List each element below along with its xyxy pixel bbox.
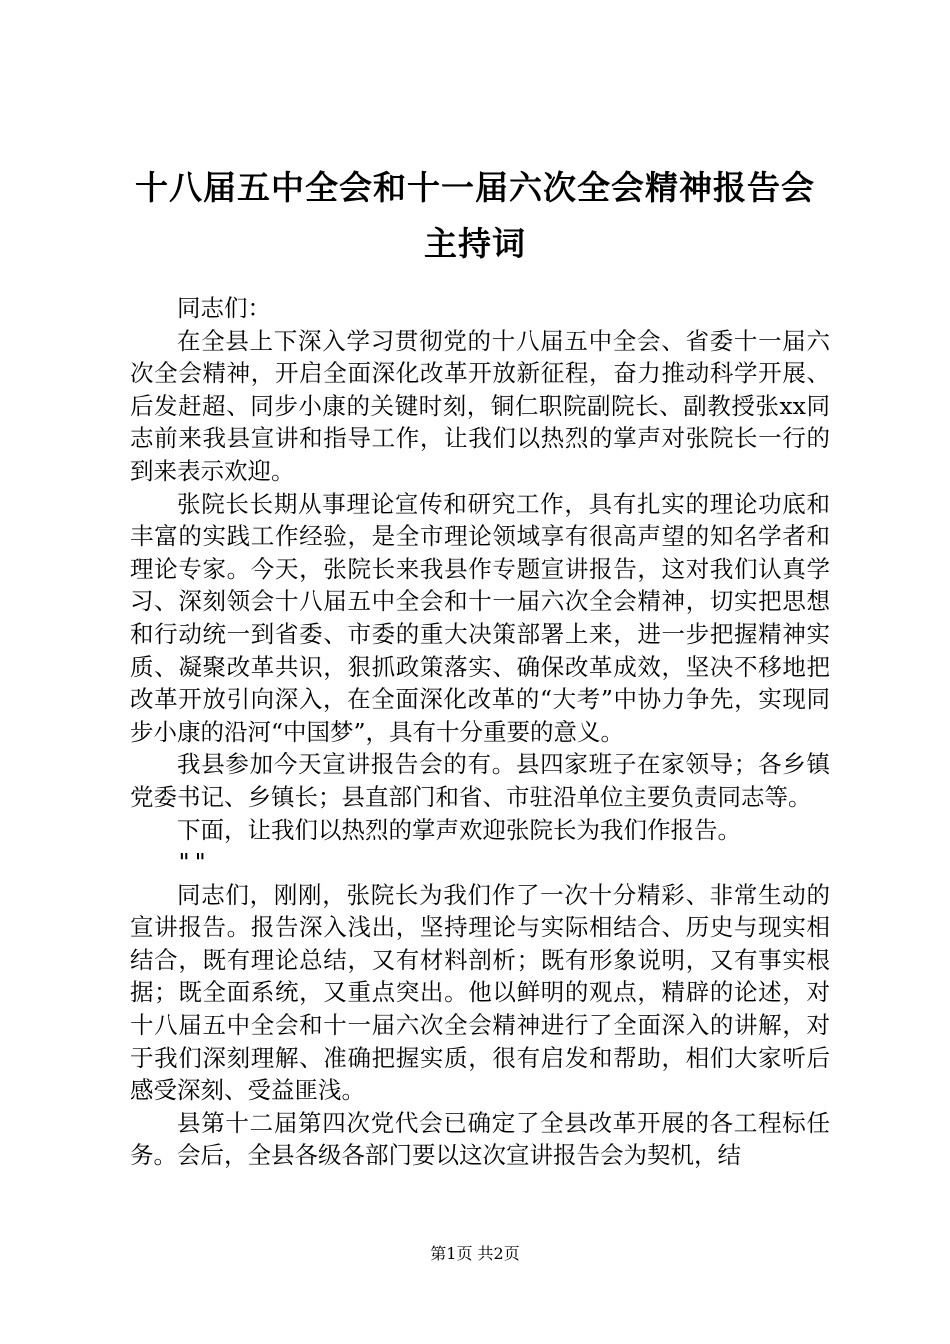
title-line-1: 十八届五中全会和十一届六次全会精神报告会: [135, 168, 815, 207]
paragraph-welcome: 在全县上下深入学习贯彻党的十八届五中全会、省委十一届六次全会精神，开启全面深化改革开放新征程，奋力推动科学开展、后发赶超、同步小康的关键时刻，铜仁职院副院长、副教授张xx同志前来我县宣讲和指导工作，让我们以热烈的掌声对张院长一行的到来表示欢迎。: [130, 326, 830, 485]
paragraph-introduction: 张院长长期从事理论宣传和研究工作，具有扎实的理论功底和丰富的实践工作经验，是全市理论领域享有很高声望的知名学者和理论专家。今天，张院长来我县作专题宣讲报告，这对我们认真学习、深刻领会十八届五中全会和十一届六次全会精神，切实把思想和行动统一到省委、市委的重大决策部署上来，进一步把握精神实质、凝聚改革共识，狠抓政策落实、确保改革成效，坚决不移地把改革开放引向深入，在全面深化改革的“大考”中协力争先，实现同步小康的沿河“中国梦”，具有十分重要的意义。: [130, 489, 830, 746]
title-line-2: 主持词: [424, 224, 526, 263]
paragraph-attendees: 我县参加今天宣讲报告会的有。县四家班子在家领导；各乡镇党委书记、乡镇长；县直部门和省、市驻沿单位主要负责同志等。: [130, 750, 830, 811]
document-body: [130, 292, 830, 1172]
paragraph-invitation: 下面，让我们以热烈的掌声欢迎张院长为我们作报告。: [177, 815, 741, 844]
paragraph-quote-marks: "": [177, 848, 210, 877]
paragraph-summary: 同志们，刚刚，张院长为我们作了一次十分精彩、非常生动的宣讲报告。报告深入浅出，坚持理论与实际相结合、历史与现实相结合，既有理论总结，又有材料剖析；既有形象说明，又有事实根据；既全面系统，又重点突出。他以鲜明的观点，精辟的论述，对十八届五中全会和十一届六次全会精神进行了全面深入的讲解，对于我们深刻理解、准确把握实质，很有启发和帮助，相们大家听后感受深刻、受益匪浅。: [130, 880, 830, 1105]
document-title: [100, 160, 850, 272]
paragraph-closing: 县第十二届第四次党代会已确定了全县改革开展的各工程标任务。会后，全县各级各部门要以这次宣讲报告会为契机，结: [130, 1108, 830, 1170]
paragraph-salutation: 同志们：: [177, 294, 271, 322]
page-number-footer: 第1页 共2页: [430, 1244, 520, 1263]
